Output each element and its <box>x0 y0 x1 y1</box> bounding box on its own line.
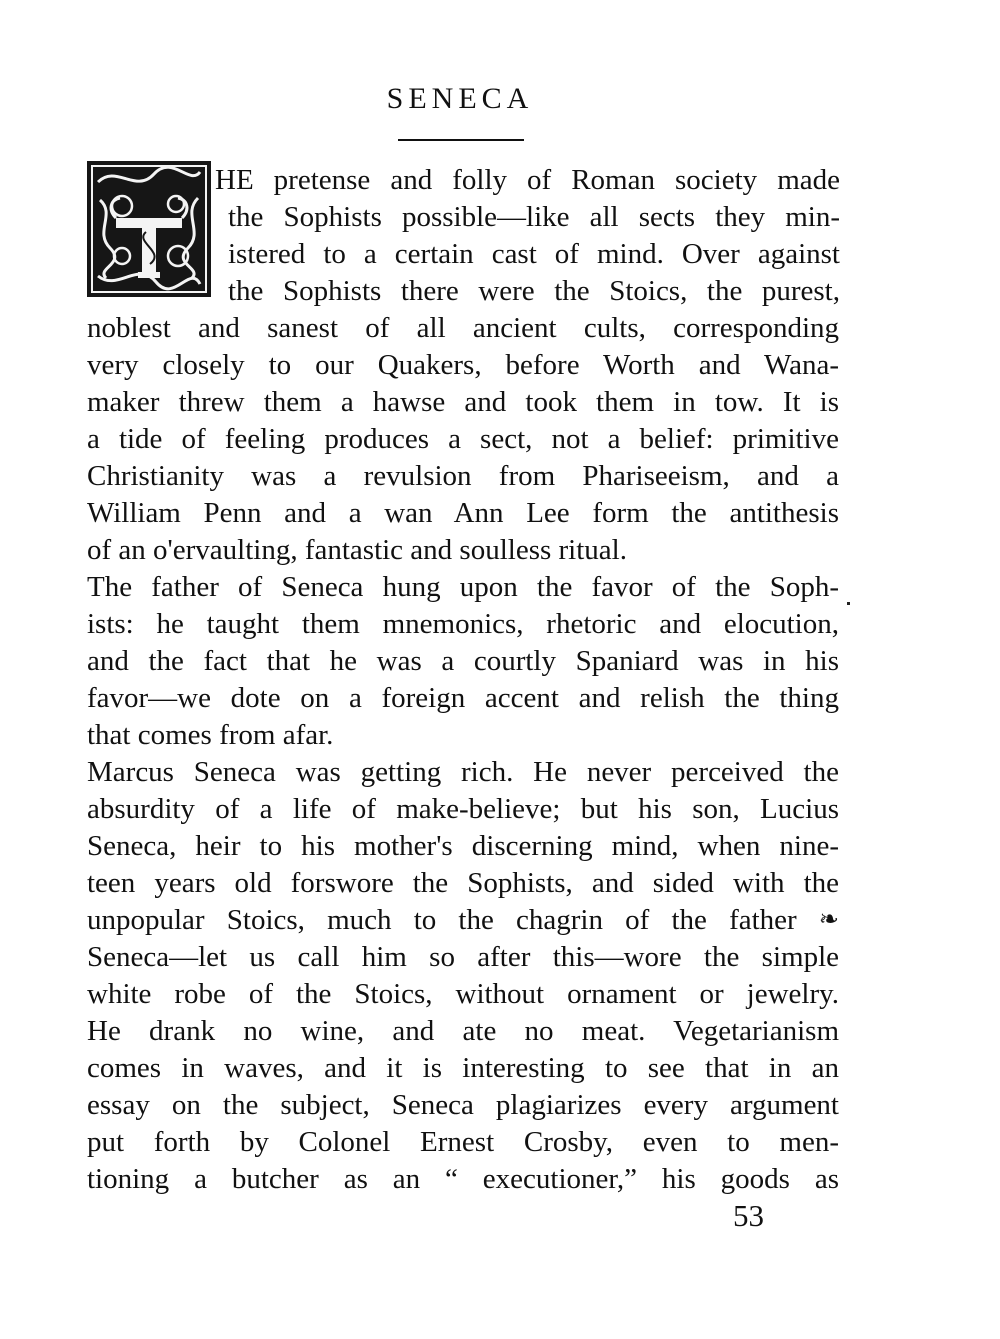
text-line: ists: he taught them mnemonics, rhetoric and elocution, <box>87 608 839 640</box>
text-line: absurdity of a life of make-believe; but his son, Lucius <box>87 793 839 825</box>
leaf-ornament-icon: ❧ <box>818 907 840 933</box>
text-line: Marcus Seneca was getting rich. He never perceived the <box>87 756 839 788</box>
text-line: maker threw them a hawse and took them in tow. It is <box>87 386 839 418</box>
text-line: essay on the subject, Seneca plagiarizes every argument <box>87 1089 839 1121</box>
page-title: SENECA <box>386 82 534 115</box>
text-line: HE pretense and folly of Roman society made <box>215 164 840 196</box>
text-line: the Sophists there were the Stoics, the purest, <box>228 275 840 307</box>
text-line: that comes from afar. <box>87 719 334 751</box>
text-line: put forth by Colonel Ernest Crosby, even to men- <box>87 1126 839 1158</box>
text-line: Christianity was a revulsion from Phariseeism, and a <box>87 460 839 492</box>
text-line: The father of Seneca hung upon the favor of the Soph- <box>87 571 839 603</box>
text-line: teen years old forswore the Sophists, and sided with the <box>87 867 839 899</box>
title-rule <box>398 139 524 141</box>
page-number: 53 <box>733 1198 764 1233</box>
text-line: William Penn and a wan Ann Lee form the antithesis <box>87 497 839 529</box>
text-line: of an o'ervaulting, fantastic and soulless ritual. <box>87 534 627 566</box>
text-line: Seneca, heir to his mother's discerning mind, when nine- <box>87 830 839 862</box>
text-line-content: unpopular Stoics, much to the chagrin of the father <box>87 904 797 936</box>
text-line: a tide of feeling produces a sect, not a belief: primitive <box>87 423 839 455</box>
text-line: noblest and sanest of all ancient cults, corresponding <box>87 312 839 344</box>
text-line: Seneca—let us call him so after this—wore the simple <box>87 941 839 973</box>
text-line-with-ornament <box>87 902 839 938</box>
text-line: very closely to our Quakers, before Worth and Wana- <box>87 349 839 381</box>
text-line: comes in waves, and it is interesting to see that in an <box>87 1052 839 1084</box>
text-line: favor—we dote on a foreign accent and relish the thing <box>87 682 839 714</box>
ornamental-initial-t-icon <box>86 160 212 298</box>
text-line: istered to a certain cast of mind. Over against <box>228 238 840 270</box>
print-speck <box>847 602 850 605</box>
text-line: the Sophists possible—like all sects they min- <box>228 201 840 233</box>
text-line: tioning a butcher as an “ executioner,” his goods as <box>87 1163 839 1195</box>
text-line: and the fact that he was a courtly Spaniard was in his <box>87 645 839 677</box>
text-line: white robe of the Stoics, without ornament or jewelry. <box>87 978 839 1010</box>
text-line: He drank no wine, and ate no meat. Vegetarianism <box>87 1015 839 1047</box>
